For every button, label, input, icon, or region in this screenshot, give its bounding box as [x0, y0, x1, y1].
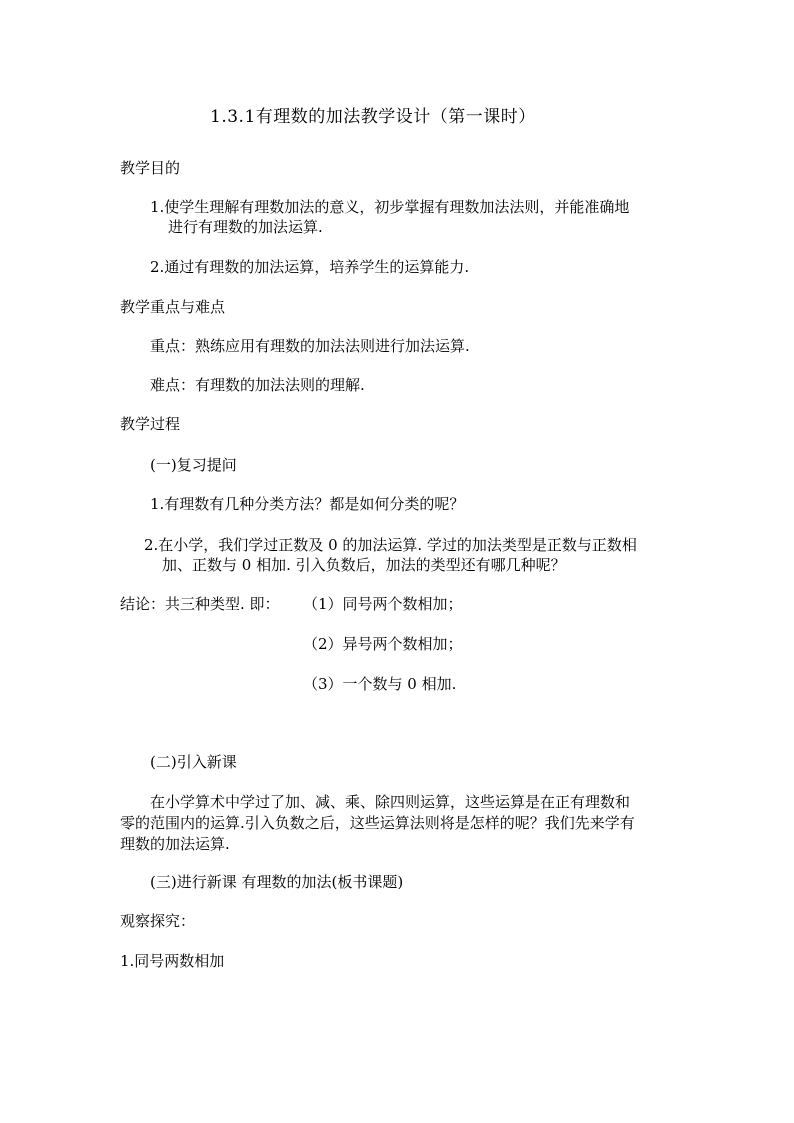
review-question-2-line-2: 加、正数与 0 相加. 引入负数后，加法的类型还有哪几种呢？ — [162, 556, 566, 574]
objectives-heading: 教学目的 — [120, 159, 181, 177]
objective-item-1-line-2: 进行有理数的加法运算. — [168, 218, 323, 236]
new-lesson-para-line-1: 在小学算术中学过了加、减、乘、除四则运算，这些运算是在正有理数和 — [150, 793, 631, 811]
key-point: 重点：熟练应用有理数的加法法则进行加法运算. — [150, 337, 470, 355]
objective-item-1-line-1: 1.使学生理解有理数加法的意义，初步掌握有理数加法法则，并能准确地 — [150, 198, 630, 216]
explore-heading: 观察探究： — [120, 912, 196, 930]
review-question-2-line-1: 2.在小学，我们学过正数及 0 的加法运算. 学过的加法类型是正数与正数相 — [144, 536, 637, 554]
new-lesson-heading: (二)引入新课 — [150, 753, 237, 771]
process-heading: 教学过程 — [120, 415, 181, 433]
conclusion-type-2: （2）异号两个数相加； — [303, 635, 463, 653]
focus-heading: 教学重点与难点 — [120, 298, 226, 316]
same-sign-heading: 1.同号两数相加 — [120, 952, 225, 970]
review-heading: (一)复习提问 — [150, 456, 237, 474]
proceed-heading: (三)进行新课 有理数的加法(板书课题) — [150, 873, 404, 891]
new-lesson-para-line-3: 理数的加法运算. — [120, 835, 230, 853]
objective-item-2: 2.通过有理数的加法运算，培养学生的运算能力. — [150, 258, 470, 276]
document-title: 1.3.1有理数的加法教学设计（第一课时） — [210, 107, 536, 127]
conclusion-type-1: （1）同号两个数相加； — [303, 595, 463, 613]
conclusion-prefix: 结论：共三种类型. 即： — [120, 595, 280, 613]
review-question-1: 1.有理数有几种分类方法？都是如何分类的呢？ — [150, 495, 465, 513]
new-lesson-para-line-2: 零的范围内的运算.引入负数之后，这些运算法则将是怎样的呢？我们先来学有 — [120, 814, 635, 832]
conclusion-type-3: （3）一个数与 0 相加. — [303, 675, 457, 693]
difficulty: 难点：有理数的加法法则的理解. — [150, 376, 365, 394]
